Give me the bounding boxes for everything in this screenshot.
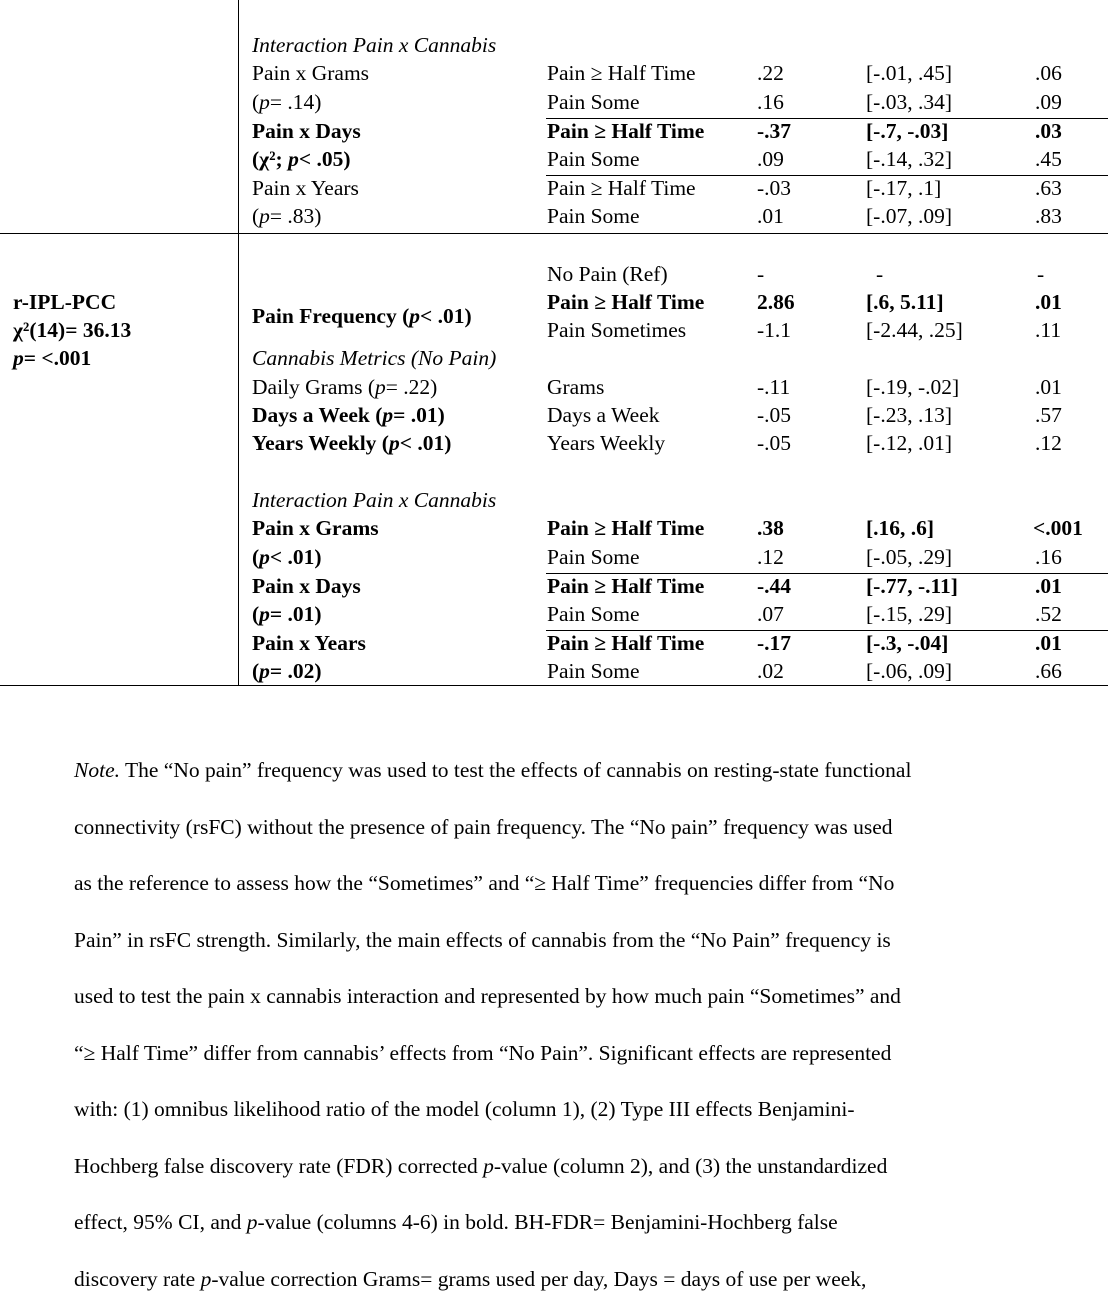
table-cell: (p< .01) <box>252 547 322 569</box>
table-cell: .03 <box>1035 121 1062 143</box>
table-cell: Pain Some <box>547 92 640 114</box>
table-cell: [-.05, .29] <box>866 547 952 569</box>
table-cell: .83 <box>1035 206 1062 228</box>
table-cell: r-IPL-PCC <box>13 292 116 314</box>
table-cell: Years Weekly <box>547 433 665 455</box>
table-cell: .01 <box>1035 292 1062 314</box>
table-cell: -.05 <box>757 405 791 427</box>
table-cell: .01 <box>1035 576 1062 598</box>
table-cell: .06 <box>1035 63 1062 85</box>
note-line: effect, 95% CI, and p-value (columns 4-6) in bold. BH-FDR= Benjamini-Hochberg false <box>74 1194 1064 1251</box>
table-cell: .66 <box>1035 661 1062 683</box>
table-cell: Pain ≥ Half Time <box>547 63 696 85</box>
table-cell: .45 <box>1035 149 1062 171</box>
table-cell: Pain x Days <box>252 576 361 598</box>
table-cell: <.001 <box>1033 518 1083 540</box>
table-cell: -.17 <box>757 633 791 655</box>
section-separator <box>0 233 1108 234</box>
table-cell: (p= .02) <box>252 661 322 683</box>
note-line: as the reference to assess how the “Sometimes” and “≥ Half Time” frequencies differ from “No <box>74 855 1064 912</box>
note-line: with: (1) omnibus likelihood ratio of the model (column 1), (2) Type III effects Benjamini- <box>74 1081 1064 1138</box>
table-cell: [-.17, .1] <box>866 178 941 200</box>
table-cell: - <box>1037 264 1044 286</box>
table-cell: Days a Week (p= .01) <box>252 405 445 427</box>
note-line: Hochberg false discovery rate (FDR) corrected p-value (column 2), and (3) the unstandardized <box>74 1138 1064 1195</box>
table-cell: (p= .83) <box>252 206 321 228</box>
table-cell: -.37 <box>757 121 791 143</box>
table-cell: Daily Grams (p= .22) <box>252 377 437 399</box>
table-cell: Pain ≥ Half Time <box>547 576 704 598</box>
table-cell: .02 <box>757 661 784 683</box>
table-cell: [-.7, -.03] <box>866 121 948 143</box>
table-cell: χ²(14)= 36.13 <box>13 320 131 342</box>
table-cell: Interaction Pain x Cannabis <box>252 490 496 512</box>
note-line: Note. The “No pain” frequency was used to test the effects of cannabis on resting-state functional <box>74 742 1064 799</box>
table-cell: .52 <box>1035 604 1062 626</box>
table-cell: Years Weekly (p< .01) <box>252 433 451 455</box>
table-cell: Pain Sometimes <box>547 320 686 342</box>
table-bottom-rule <box>0 685 1108 686</box>
table-cell: [-.77, -.11] <box>866 576 958 598</box>
table-cell: .09 <box>1035 92 1062 114</box>
table-cell: Pain Frequency (p< .01) <box>252 306 472 328</box>
table-cell: .63 <box>1035 178 1062 200</box>
table-cell: -1.1 <box>757 320 791 342</box>
table-cell: -.11 <box>757 377 790 399</box>
table-cell: Pain ≥ Half Time <box>547 121 704 143</box>
table-cell: Pain Some <box>547 149 640 171</box>
note-line: “≥ Half Time” differ from cannabis’ effects from “No Pain”. Significant effects are represented <box>74 1025 1064 1082</box>
table-cell: .38 <box>757 518 784 540</box>
table-cell: -.05 <box>757 433 791 455</box>
table-cell: [-.01, .45] <box>866 63 952 85</box>
table-cell: -.44 <box>757 576 791 598</box>
note-line: discovery rate p-value correction Grams= grams used per day, Days = days of use per week, <box>74 1251 1064 1307</box>
table-cell: .57 <box>1035 405 1062 427</box>
table-cell: .01 <box>1035 377 1062 399</box>
table-cell: Pain Some <box>547 661 640 683</box>
table-note <box>74 742 1064 1307</box>
table-cell: Pain x Years <box>252 178 359 200</box>
column-divider <box>238 0 239 686</box>
note-line: Pain” in rsFC strength. Similarly, the main effects of cannabis from the “No Pain” frequency is <box>74 912 1064 969</box>
table-cell: -.03 <box>757 178 791 200</box>
table-cell: Pain Some <box>547 547 640 569</box>
table-cell: .16 <box>757 92 784 114</box>
table-cell: Pain ≥ Half Time <box>547 178 696 200</box>
table-cell: .11 <box>1035 320 1061 342</box>
table-cell: p= <.001 <box>13 348 91 370</box>
table-cell: Cannabis Metrics (No Pain) <box>252 348 496 370</box>
table-cell: [-.14, .32] <box>866 149 952 171</box>
table-cell: Pain Some <box>547 604 640 626</box>
table-cell: [-.23, .13] <box>866 405 952 427</box>
table-cell: .12 <box>757 547 784 569</box>
table-cell: .16 <box>1035 547 1062 569</box>
table-cell: Pain ≥ Half Time <box>547 633 704 655</box>
table-cell: Pain x Grams <box>252 518 379 540</box>
table-cell: [-.06, .09] <box>866 661 952 683</box>
table-cell: [-2.44, .25] <box>866 320 963 342</box>
table-cell: 2.86 <box>757 292 795 314</box>
table-cell: .12 <box>1035 433 1062 455</box>
table-cell: Days a Week <box>547 405 660 427</box>
table-cell: [-.07, .09] <box>866 206 952 228</box>
table-cell: [-.03, .34] <box>866 92 952 114</box>
table-cell: Pain x Grams <box>252 63 369 85</box>
table-cell: .01 <box>757 206 784 228</box>
table-cell: Interaction Pain x Cannabis <box>252 35 496 57</box>
table-cell: [.6, 5.11] <box>866 292 944 314</box>
table-cell: .09 <box>757 149 784 171</box>
note-line: used to test the pain x cannabis interaction and represented by how much pain “Sometimes” and <box>74 968 1064 1025</box>
table-cell: .01 <box>1035 633 1062 655</box>
table-cell: Pain x Days <box>252 121 361 143</box>
table-cell: [.16, .6] <box>866 518 934 540</box>
table-cell: - <box>876 264 883 286</box>
table-cell: [-.19, -.02] <box>866 377 959 399</box>
table-cell: (p= .14) <box>252 92 321 114</box>
note-line: connectivity (rsFC) without the presence of pain frequency. The “No pain” frequency was used <box>74 799 1064 856</box>
table-cell: [-.15, .29] <box>866 604 952 626</box>
table-cell: .07 <box>757 604 784 626</box>
table-cell: [-.3, -.04] <box>866 633 948 655</box>
table-cell: [-.12, .01] <box>866 433 952 455</box>
table-cell: Pain Some <box>547 206 640 228</box>
table-cell: (χ²; p< .05) <box>252 149 351 171</box>
table-cell: No Pain (Ref) <box>547 264 668 286</box>
table-cell: Pain ≥ Half Time <box>547 292 704 314</box>
table-cell: Pain ≥ Half Time <box>547 518 704 540</box>
table-cell: Grams <box>547 377 604 399</box>
table-cell: (p= .01) <box>252 604 322 626</box>
table-cell: - <box>757 264 764 286</box>
table-cell: .22 <box>757 63 784 85</box>
table-cell: Pain x Years <box>252 633 366 655</box>
